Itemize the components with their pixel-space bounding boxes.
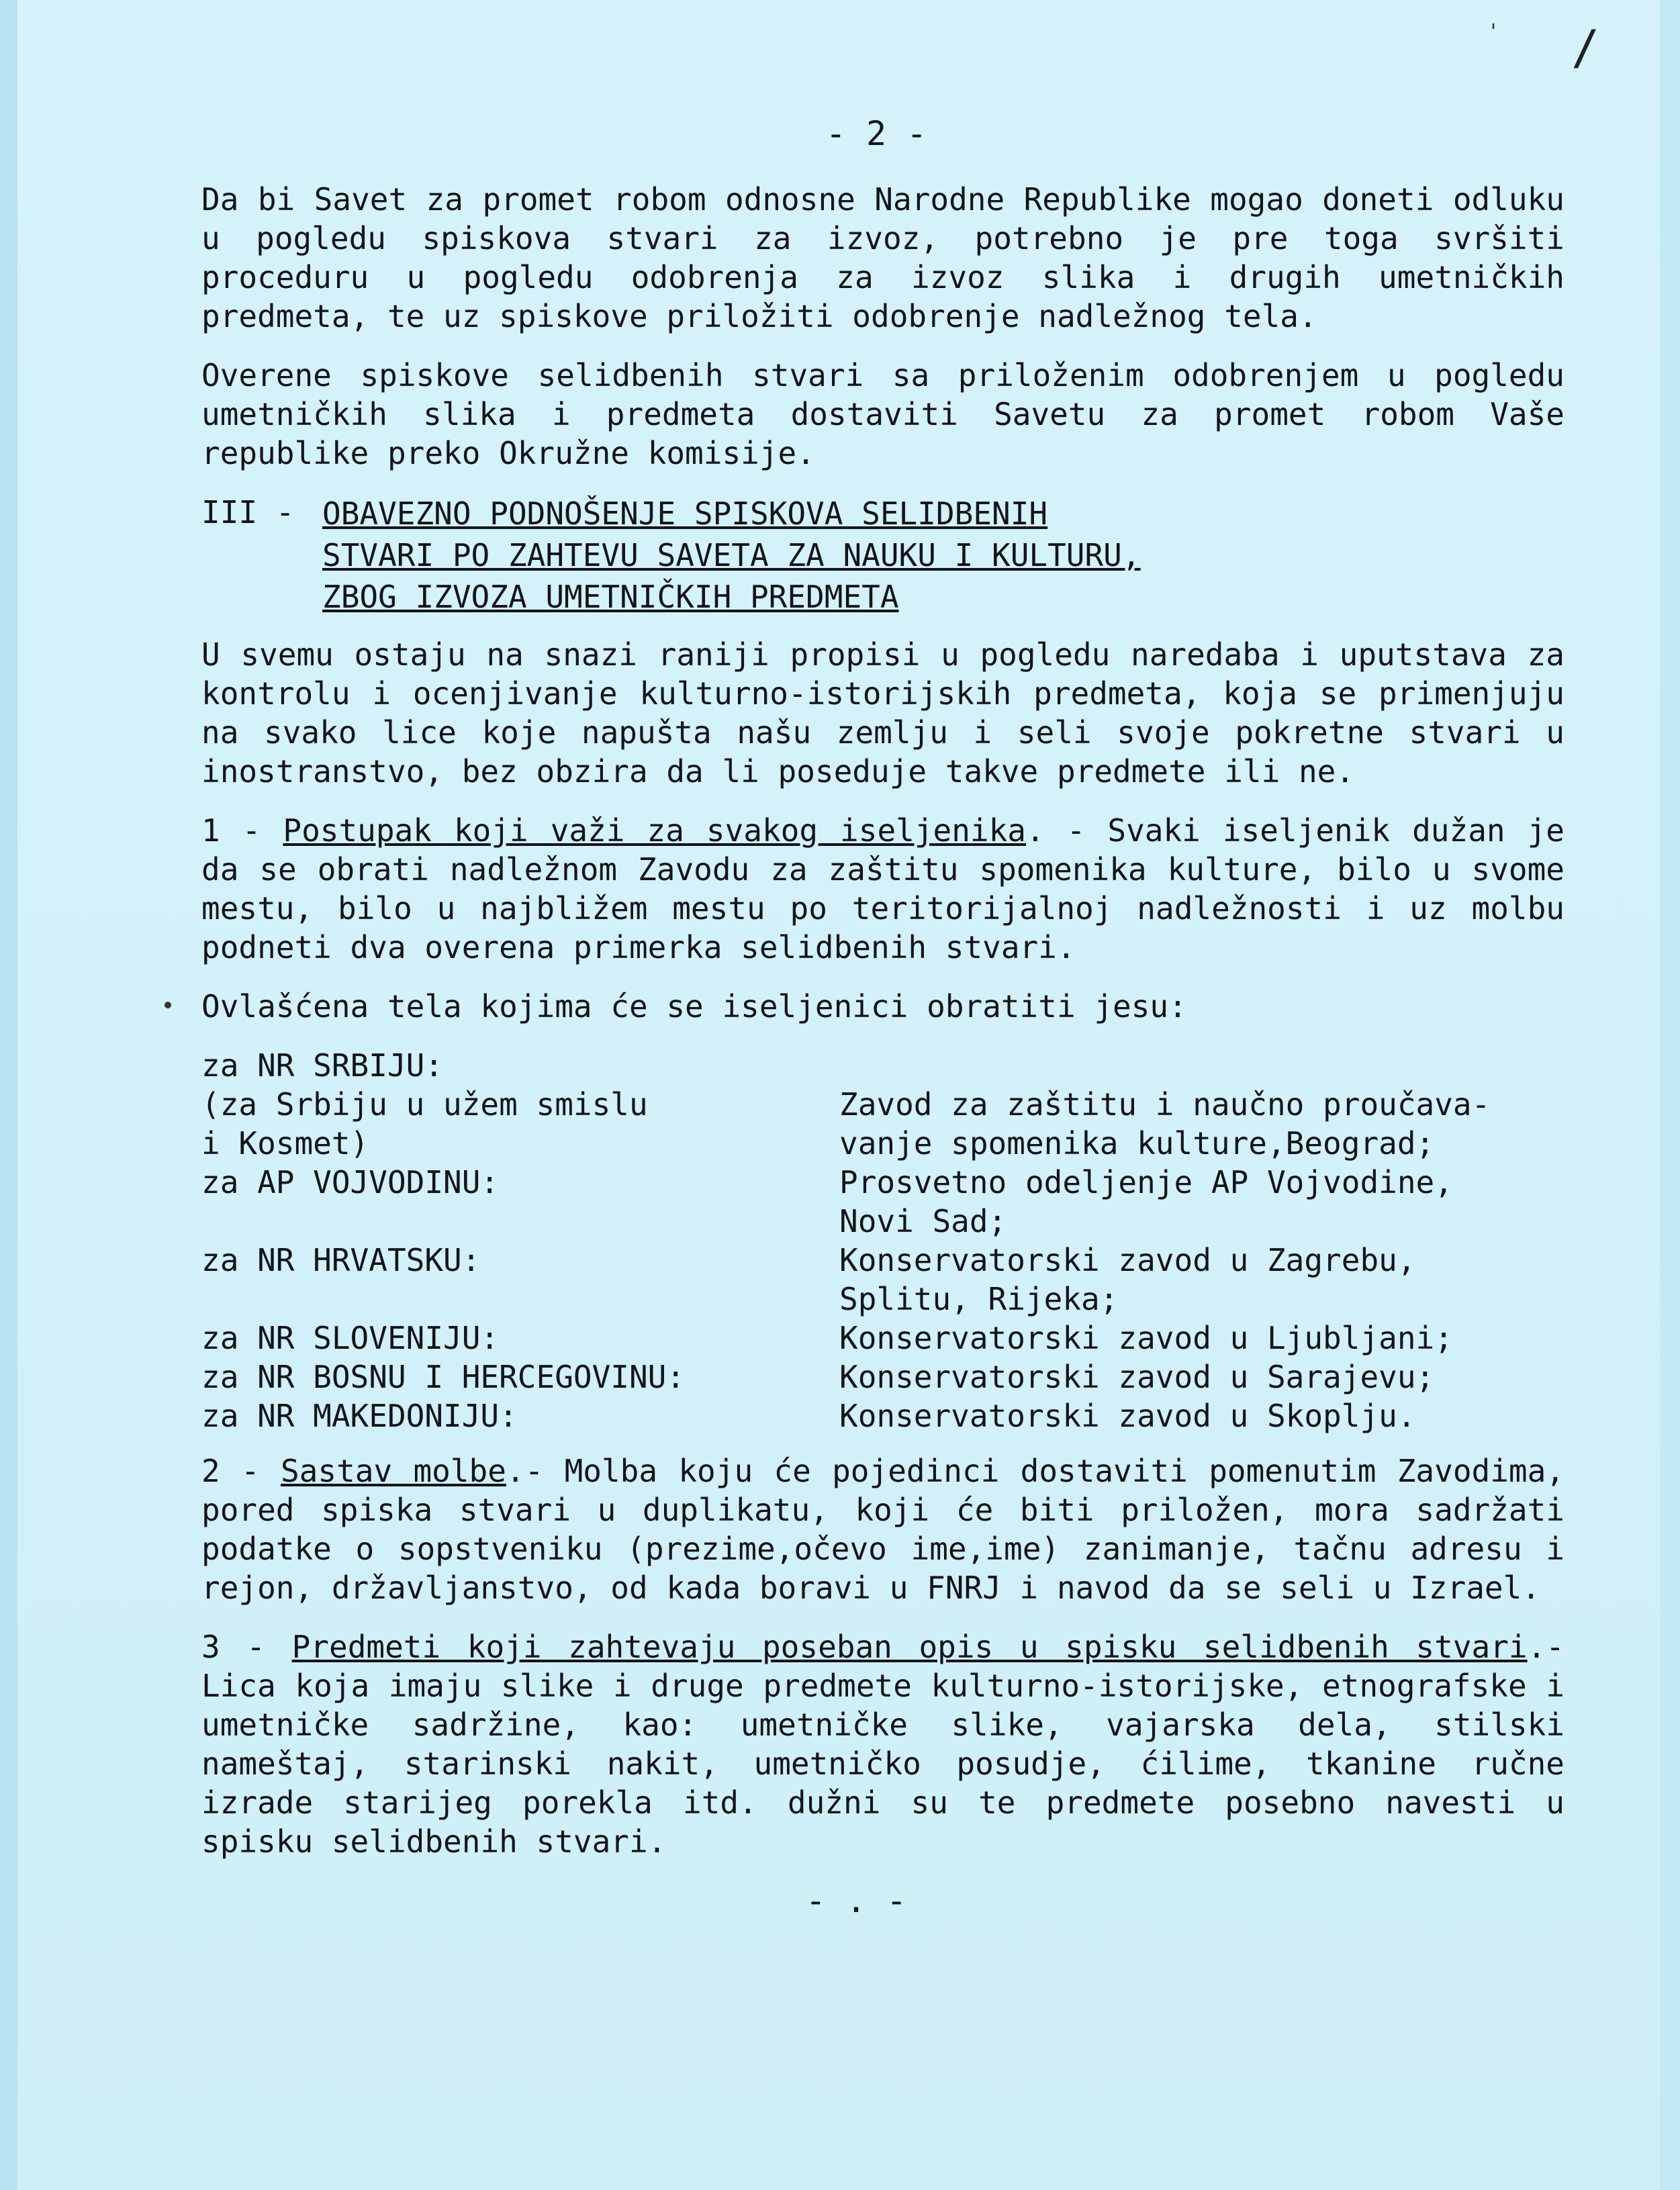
item-postupak [201,811,1565,967]
item-separator: .- [1527,1629,1565,1665]
institution: Novi Sad; [839,1203,1007,1239]
item-number: 2 - [201,1453,260,1489]
authorized-list [201,1046,1565,1435]
list-item [201,1396,1565,1435]
item-predmeti [201,1627,1565,1861]
institution: Zavod za zaštitu i naučno proučava- [839,1086,1491,1123]
institution [839,1046,1565,1085]
institution: Splitu, Rijeka; [839,1281,1119,1317]
region: i Kosmet) [201,1125,369,1161]
section-title-line: OBAVEZNO PODNOŠENJE SPISKOVA SELIDBENIH [322,495,1048,532]
region: (za Srbiju u užem smislu [201,1086,648,1123]
scan-edge-left [0,0,17,2190]
page-end-mark: - . - [805,1881,907,1920]
margin-mark: / [1571,20,1600,75]
scan-edge-right [1660,0,1680,2190]
section-heading [201,493,1565,618]
institution: Konservatorski zavod u Sarajevu; [839,1359,1435,1395]
region [201,1202,839,1241]
item-separator: . - [1026,812,1086,849]
list-item [201,1085,1565,1124]
item-text: Svaki iseljenik dužan je da se obrati nadležnom Zavodu za zaštitu spomenika kulture, bilo u svome mestu, bilo u najbližem mestu po teritorijalnoj nadležnosti i uz molbu podneti dva overena primerka selidbenih stvari. [201,812,1565,965]
region: za NR SRBIJU: [201,1047,444,1084]
section-intro: U svemu ostaju na snazi raniji propisi u pogledu naredaba i uputstava za kontrolu i ocenjivanje kulturno-istorijskih predmeta, koja se primenjuju na svako lice koje napušta našu zemlju i seli svoje pokretne stvari u inostranstvo, bez obzira da li poseduje takve predmete ili ne. [201,636,1565,790]
list-item [201,1046,1565,1085]
list-item [201,1163,1565,1202]
page-number: - 2 - [825,114,927,153]
list-item [201,1280,1565,1319]
document-page [201,114,1565,1920]
margin-dot [165,1002,171,1008]
list-item [201,1241,1565,1280]
list-item [201,1358,1565,1396]
institution: Konservatorski zavod u Skoplju. [839,1398,1416,1434]
margin-tick: ' [1487,20,1500,44]
list-item [201,1202,1565,1241]
region: za NR MAKEDONIJU: [201,1398,518,1434]
institution: Konservatorski zavod u Ljubljani; [839,1320,1453,1356]
region: za NR BOSNU I HERCEGOVINU: [201,1359,686,1395]
item-number: 1 - [201,812,261,849]
paragraph-savet: Da bi Savet za promet robom odnosne Narodne Republike mogao doneti odluku u pogledu spiskova stvari za izvoz, potrebno je pre toga svršiti proceduru u pogledu odobrenja za izvoz slika i drugih umetničkih predmeta, te uz spiskove priložiti odobrenje nadležnog tela. [201,181,1565,334]
institution: Konservatorski zavod u Zagrebu, [839,1242,1416,1278]
paragraph-overene: Overene spiskove selidbenih stvari sa priloženim odobrenjem u pogledu umetničkih slika i predmeta dostaviti Savetu za promet robom Vaše republike preko Okružne komisije. [201,357,1565,471]
authorized-intro: Ovlašćena tela kojima će se iseljenici obratiti jesu: [201,988,1187,1025]
item-title: Postupak koji važi za svakog iseljenika [283,812,1026,849]
item-text: Molba koju će pojedinci dostaviti pomenutim Zavodima, pored spiska stvari u duplikatu, koji će biti priložen, mora sadržati podatke o sopstveniku (prezime,očevo ime,ime) zanimanje, tačnu adresu i rejon, državljanstvo, od kada boravi u FNRJ i navod da se seli u Izrael. [201,1453,1565,1606]
item-text: Lica koja imaju slike i druge predmete kulturno-istorijske, etnografske i umetničke sadržine, kao: umetničke slike, vajarska dela, stilski nameštaj, starinski nakit, umetničko posudje, ćilime, tkanine ručne izrade starijeg porekla itd. dužni su te predmete posebno navesti u spisku selidbenih stvari. [201,1668,1565,1860]
item-number: 3 - [201,1629,265,1665]
section-title-line: STVARI PO ZAHTEVU SAVETA ZA NAUKU I KULTURU, [322,537,1141,573]
institution: Prosvetno odeljenje AP Vojvodine, [839,1164,1453,1200]
item-title: Predmeti koji zahtevaju poseban opis u spisku selidbenih stvari [291,1629,1528,1665]
region [201,1280,839,1319]
item-separator: .- [506,1453,544,1489]
item-sastav-molbe [201,1451,1565,1607]
section-title [322,493,1141,618]
item-title: Sastav molbe [280,1453,506,1489]
region: za NR HRVATSKU: [201,1242,481,1278]
section-title-line: ZBOG IZVOZA UMETNIČKIH PREDMETA [322,579,899,615]
section-number: III - [201,494,295,530]
institution: vanje spomenika kulture,Beograd; [839,1125,1435,1161]
list-item [201,1124,1565,1163]
region: za AP VOJVODINU: [201,1164,500,1200]
region: za NR SLOVENIJU: [201,1320,500,1356]
list-item [201,1319,1565,1358]
